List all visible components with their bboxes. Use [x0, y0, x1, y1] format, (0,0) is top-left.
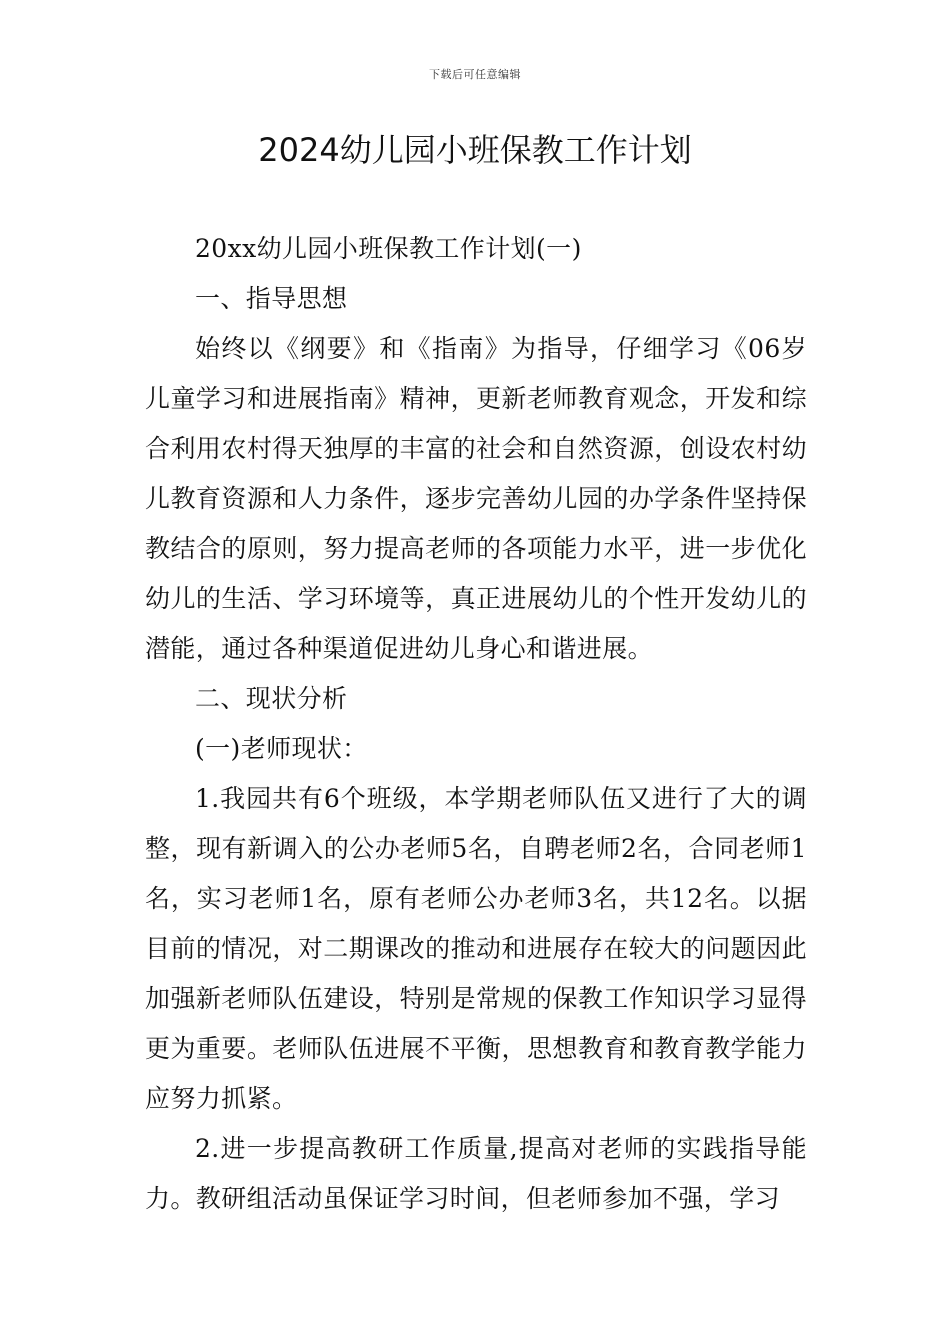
paragraph-plan-subtitle: 20xx幼儿园小班保教工作计划(一) [195, 234, 582, 263]
paragraph-item-2: 2.进一步提高教研工作质量,提高对老师的实践指导能力。教研组活动虽保证学习时间，但老师参加不强，学习 [145, 1134, 807, 1213]
paragraph-heading-status-analysis: 二、现状分析 [195, 684, 348, 713]
document-body [145, 224, 807, 1224]
header-note: 下载后可任意编辑 [429, 68, 521, 81]
paragraph-item-1: 1.我园共有6个班级，本学期老师队伍又进行了大的调整，现有新调入的公办老师5名，自聘老师2名，合同老师1名，实习老师1名，原有老师公办老师3名，共12名。以据目前的情况，对二期课改的推动和进展存在较大的问题因此加强新老师队伍建设，特别是常规的保教工作知识学习显得更为重要。老师队伍进展不平衡，思想教育和教育教学能力应努力抓紧。 [145, 784, 807, 1113]
paragraph-heading-guiding-ideology: 一、指导思想 [195, 284, 348, 313]
document-title: 2024幼儿园小班保教工作计划 [258, 131, 692, 169]
paragraph-subheading-teacher-status: (一)老师现状： [195, 734, 368, 763]
paragraph-guiding-ideology: 始终以《纲要》和《指南》为指导，仔细学习《06岁儿童学习和进展指南》精神，更新老师教育观念，开发和综合利用农村得天独厚的丰富的社会和自然资源，创设农村幼儿教育资源和人力条件，逐步完善幼儿园的办学条件坚持保教结合的原则，努力提高老师的各项能力水平，进一步优化幼儿的生活、学习环境等，真正进展幼儿的个性开发幼儿的潜能，通过各种渠道促进幼儿身心和谐进展。 [145, 334, 807, 663]
